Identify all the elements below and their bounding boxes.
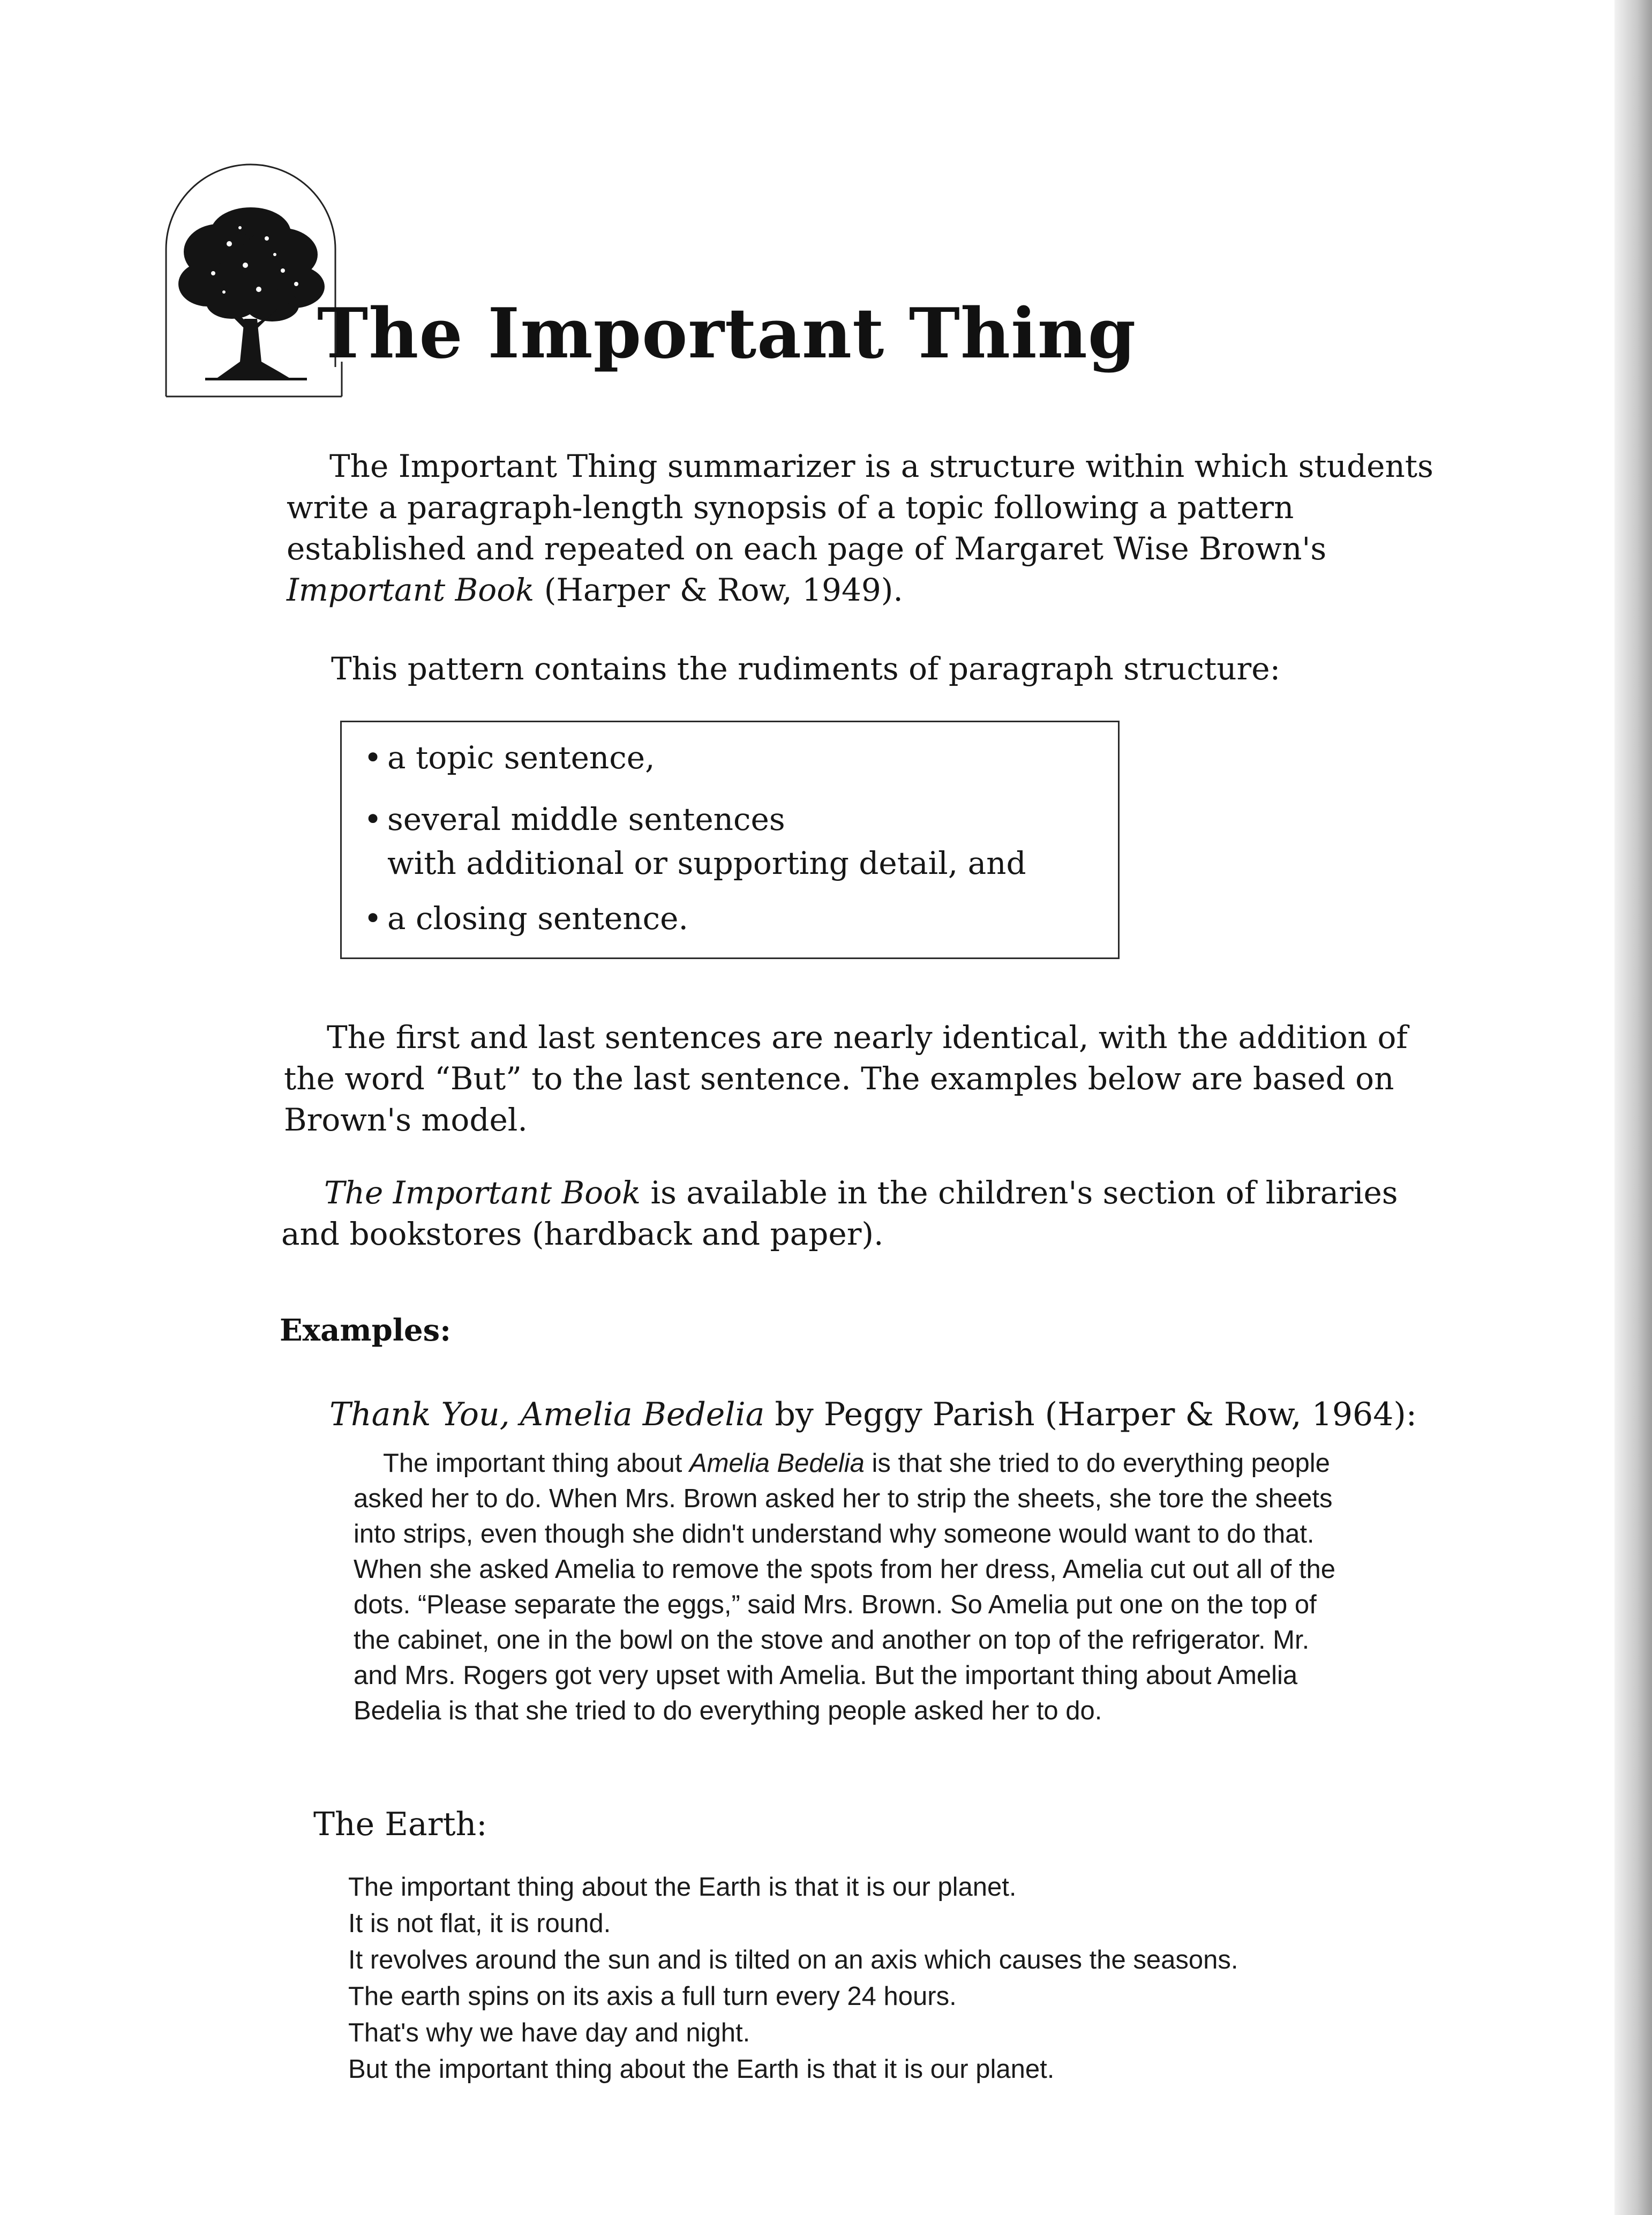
intro-book-title: Important Book bbox=[287, 572, 535, 608]
bullet-middle-sentences bbox=[387, 797, 1026, 885]
intro-paragraph bbox=[287, 446, 1473, 611]
example2-line: It is not flat, it is round. bbox=[348, 1909, 611, 1938]
sentences-paragraph bbox=[284, 1017, 1468, 1141]
intro-text-b: (Harper & Row, 1949). bbox=[534, 572, 903, 608]
examples-heading: Examples: bbox=[280, 1313, 451, 1348]
bullet-closing-sentence: • a closing sentence. bbox=[387, 896, 688, 940]
example2-line: It revolves around the sun and is tilted on an axis which causes the seasons. bbox=[348, 1945, 1238, 1974]
example1-title-rest: by Peggy Parish (Harper & Row, 1964): bbox=[764, 1396, 1417, 1433]
example2-line: The earth spins on its axis a full turn every 24 hours. bbox=[348, 1982, 957, 2011]
availability-book-title: The Important Book bbox=[324, 1174, 641, 1211]
availability-paragraph bbox=[281, 1172, 1460, 1255]
sentences-text: The first and last sentences are nearly identical, with the addition of the word “But” to the last sentence. The examples below are based on Brown's model. bbox=[284, 1019, 1408, 1138]
structure-box bbox=[340, 721, 1120, 959]
example1-book-title: Thank You, Amelia Bedelia bbox=[329, 1396, 765, 1433]
example2-line: That's why we have day and night. bbox=[348, 2018, 750, 2047]
example2-line: The important thing about the Earth is that it is our planet. bbox=[348, 1873, 1017, 1902]
example1-body-b: is that she tried to do everything people asked her to do. When Mrs. Brown asked her to strip the sheets, she tore the sheets into strips, even though she didn't understand why someone would want to do that. When she asked Amelia to remove the spots from her dress, Amelia cut out all of the dots. “Please separate the eggs,” said Mrs. Brown. So Amelia put one on the top of the cabinet, one in the bowl on the stove and another on top of the refrigerator. Mr. and Mrs. Rogers got very upset with Amelia. But the important thing about Amelia Bedelia is that she tried to do everything people asked her to do. bbox=[354, 1449, 1335, 1725]
scan-edge-shadow bbox=[1615, 0, 1652, 2215]
page-title: The Important Thing bbox=[317, 294, 1137, 374]
example2-lines bbox=[348, 1869, 1238, 2087]
pattern-intro: This pattern contains the rudiments of paragraph structure: bbox=[331, 650, 1281, 687]
example1-body bbox=[354, 1446, 1339, 1728]
example1-body-a: The important thing about bbox=[383, 1449, 690, 1478]
availability-text: is available in the children's section of libraries and bookstores (hardback and paper). bbox=[281, 1174, 1398, 1252]
bullet-middle-line2: with additional or supporting detail, and bbox=[387, 845, 1026, 881]
example1-body-italic: Amelia Bedelia bbox=[689, 1449, 865, 1478]
example1-title bbox=[329, 1396, 1417, 1433]
intro-text-a: The Important Thing summarizer is a structure within which students write a paragraph-length synopsis of a topic following a pattern established and repeated on each page of Margaret Wise Brown's bbox=[287, 448, 1433, 567]
example2-line: But the important thing about the Earth is that it is our planet. bbox=[348, 2055, 1055, 2084]
bullet-middle-line1: • several middle sentences bbox=[387, 801, 785, 837]
bullet-topic-sentence: • a topic sentence, bbox=[387, 736, 655, 780]
example2-title: The Earth: bbox=[313, 1806, 487, 1843]
